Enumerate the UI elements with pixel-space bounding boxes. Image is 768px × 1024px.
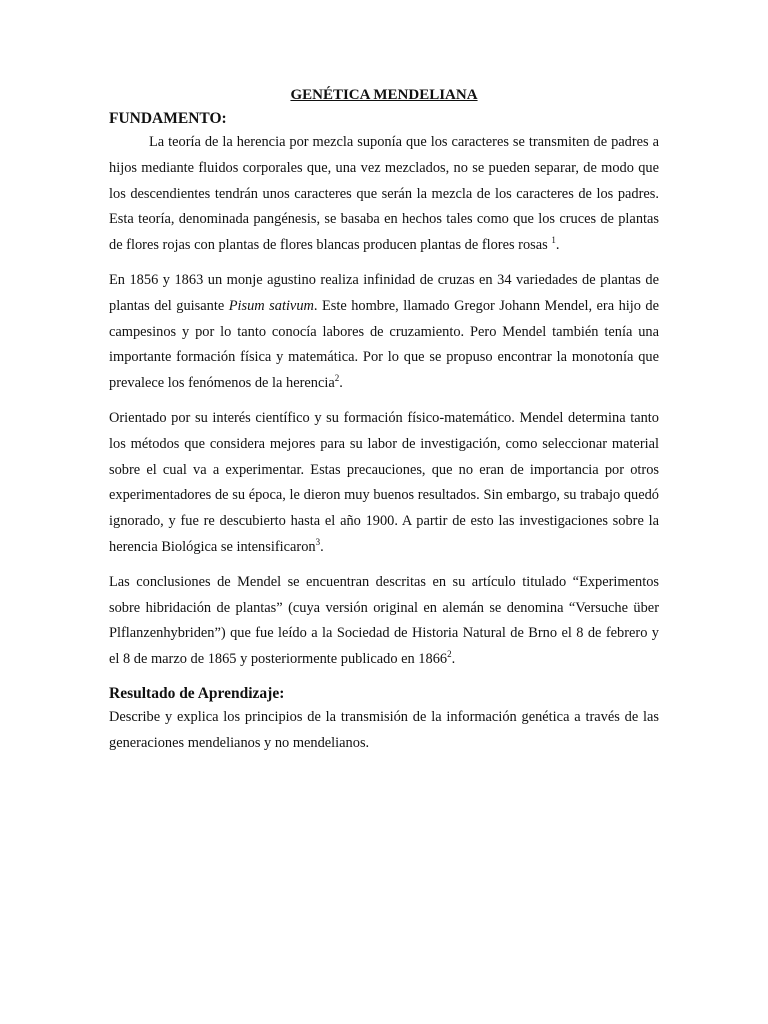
paragraph-3 — [109, 406, 659, 561]
footnote-ref-2: 2 — [334, 373, 340, 384]
paragraph-4-end: . — [451, 651, 456, 668]
footnote-ref-1: 1 — [551, 235, 556, 246]
paragraph-2-text-b: . Este hombre, llamado Gregor Johann Mendel, era hijo de campesinos y por lo tanto conocía labores de cruzamiento. Pero Mendel también tenía una importante formación física y matemática. Por lo que se propuso encontrar la monotonía que prevalece los fenómenos de la herencia — [109, 297, 660, 392]
paragraph-1-text: La teoría de la herencia por mezcla suponía que los caracteres se transmiten de padres a hijos mediante fluidos corporales que, una vez mezclados, no se pueden separar, de modo que los descendientes tendrán unos caracteres que serán la mezcla de los caracteres de los padres. Esta teoría, denominada pangénesis, se basaba en hechos tales como que los cruces de plantas de flores rojas con plantas de flores blancas producen plantas de flores rosas — [109, 134, 659, 254]
paragraph-5: Describe y explica los principios de la transmisión de la información genética a través de las generaciones mendelianos y no mendelianos. — [109, 708, 659, 751]
section-heading-fundamento: FUNDAMENTO: — [109, 110, 227, 127]
paragraph-4 — [109, 570, 659, 673]
paragraph-2 — [109, 268, 659, 397]
paragraph-4-text: Las conclusiones de Mendel se encuentran descritas en su artículo titulado “Experimentos sobre hibridación de plantas” (cuya versión original en alemán se denomina “Versuche über Plflanzenhybriden”) que fue leído a la Sociedad de Historia Natural de Brno el 8 de febrero y el 8 de marzo de 1865 y posteriormente publicado en 1866 — [109, 573, 659, 668]
paragraph-2-text-a: En 1856 y 1863 un monje agustino realiza infinidad de cruzas en 34 variedades de plantas de plantas del guisante — [109, 271, 659, 314]
species-name: Pisum sativum — [228, 297, 314, 314]
document-page — [109, 82, 659, 757]
section-heading-resultado: Resultado de Aprendizaje: — [109, 684, 285, 702]
document-title: GENÉTICA MENDELIANA — [290, 87, 478, 103]
paragraph-1-end: . — [555, 237, 560, 254]
paragraph-2-end: . — [339, 375, 343, 392]
paragraph-3-text: Orientado por su interés científico y su formación físico-matemático. Mendel determina tanto los métodos que considera mejores para su labor de investigación, como seleccionar material sobre el cual va a experimentar. Estas precauciones, que no eran de importancia por otros experimentadores de su época, le dieron muy buenos resultados. Sin embargo, su trabajo quedó ignorado, y fue re descubierto hasta el año 1900. A partir de esto las investigaciones sobre la herencia Biológica se intensificaron — [109, 409, 659, 555]
footnote-ref-4: 2 — [447, 649, 452, 660]
paragraph-3-end: . — [320, 538, 324, 555]
paragraph-1 — [109, 130, 659, 259]
footnote-ref-3: 3 — [315, 537, 321, 548]
